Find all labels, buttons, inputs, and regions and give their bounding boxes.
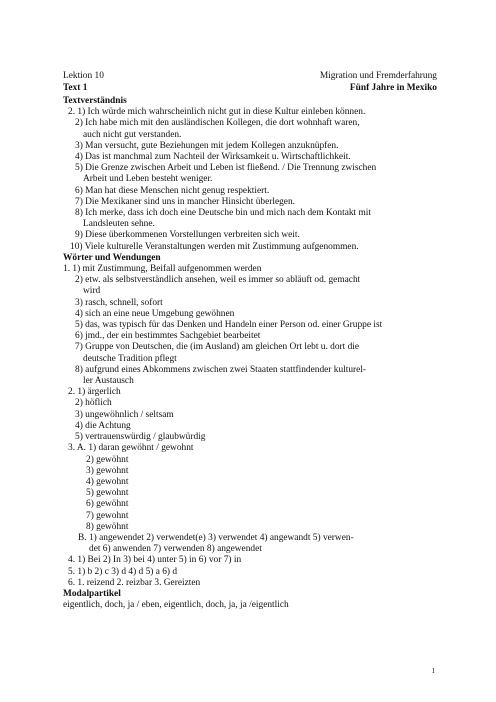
list-item: auch nicht gut verstanden. xyxy=(83,129,182,140)
list-item: 3) Man versucht, gute Beziehungen mit jedem Kollegen anzuknüpfen. xyxy=(75,140,339,151)
list-item: 5) gewohnt xyxy=(86,488,129,499)
list-item: 4) sich an eine neue Umgebung gewöhnen xyxy=(75,308,235,319)
list-item: 2. 1) Ich würde mich wahrscheinlich nicht gut in diese Kultur einleben können. xyxy=(68,107,366,118)
topic-label: Migration und Fremderfahrung xyxy=(319,71,437,81)
page-number: 1 xyxy=(431,667,435,675)
list-item: 4. 1) Bei 2) In 3) bei 4) unter 5) in 6) vor 7) in xyxy=(68,555,242,566)
list-item: 5) Die Grenze zwischen Arbeit und Leben ist fließend. / Die Trennung zwischen xyxy=(75,163,377,174)
list-item: 8) Ich merke, dass ich doch eine Deutsche bin und mich nach dem Kontakt mit xyxy=(75,208,372,219)
text-title: Fünf Jahre in Mexiko xyxy=(349,83,437,93)
list-item: 6) Man hat diese Menschen nicht genug respektiert. xyxy=(75,185,270,196)
section-heading-textverstaendnis: Textverständnis xyxy=(63,96,127,106)
list-item: 7) Gruppe von Deutschen, die (im Ausland) am gleichen Ort lebt u. dort die xyxy=(75,342,360,353)
list-item: 2) gewöhnt xyxy=(86,454,129,465)
list-item: det 6) anwenden 7) verwenden 8) angewendet xyxy=(89,544,262,555)
list-item: 2) etw. als selbstverständlich ansehen, weil es immer so abläuft od. gemacht xyxy=(75,275,361,286)
text-label: Text 1 xyxy=(63,83,88,93)
list-item: Landsleuten sehne. xyxy=(83,219,155,230)
list-item: 5) das, was typisch für das Denken und Handeln einer Person od. einer Gruppe ist xyxy=(75,320,383,331)
list-item: 1. 1) mit Zustimmung, Beifall aufgenommen werden xyxy=(63,264,262,275)
list-item: 2. 1) ärgerlich xyxy=(68,387,121,398)
section-heading-woerter: Wörter und Wendungen xyxy=(63,252,161,263)
list-item: wird xyxy=(83,286,101,297)
list-item: 7) gewohnt xyxy=(86,510,129,521)
list-item: 5) vertrauenswürdig / glaubwürdig xyxy=(75,432,206,443)
list-item: 7) Die Mexikaner sind uns in mancher Hinsicht überlegen. xyxy=(75,196,295,207)
list-item: 6) gewöhnt xyxy=(86,499,129,510)
list-item: 9) Diese überkommenen Vorstellungen verbreiten sich weit. xyxy=(75,230,300,241)
list-item: deutsche Tradition pflegt xyxy=(83,353,177,364)
list-item: 3. A. 1) daran gewöhnt / gewohnt xyxy=(68,443,194,454)
content xyxy=(63,96,443,611)
list-item: eigentlich, doch, ja / eben, eigentlich, doch, ja, ja /eigentlich xyxy=(63,600,289,611)
list-item: 6) jmd., der ein bestimmtes Sachgebiet bearbeitet xyxy=(75,331,261,342)
list-item: 3) rasch, schnell, sofort xyxy=(75,297,163,308)
list-item: 2) Ich habe mich mit den ausländischen Kollegen, die dort wohnhaft waren, xyxy=(75,118,360,129)
list-item: ler Austausch xyxy=(83,376,134,387)
lesson-label: Lektion 10 xyxy=(63,71,104,81)
list-item: 4) gewohnt xyxy=(86,476,129,487)
list-item: 2) höflich xyxy=(75,398,112,409)
list-item: B. 1) angewendet 2) verwendet(e) 3) verwendet 4) angewandt 5) verwen- xyxy=(78,532,354,543)
list-item: 8) gewöhnt xyxy=(86,521,129,532)
list-item: 6. 1. reizend 2. reizbar 3. Gereizten xyxy=(68,577,201,588)
list-item: 8) aufgrund eines Abkommens zwischen zwei Staaten stattfindender kulturel- xyxy=(75,364,367,375)
list-item: 3) ungewöhnlich / seltsam xyxy=(75,409,174,420)
list-item: 4) die Achtung xyxy=(75,420,131,431)
list-item: Arbeit und Leben besteht weniger. xyxy=(83,174,213,185)
list-item: 4) Das ist manchmal zum Nachteil der Wirksamkeit u. Wirtschaftlichkeit. xyxy=(75,152,351,163)
list-item: 5. 1) b 2) c 3) d 4) d 5) a 6) d xyxy=(68,566,178,577)
list-item: 3) gewohnt xyxy=(86,465,129,476)
list-item: 10) Viele kulturelle Veranstaltungen werden mit Zustimmung aufgenommen. xyxy=(70,241,359,252)
section-heading-modalpartikel: Modalpartikel xyxy=(63,588,121,599)
